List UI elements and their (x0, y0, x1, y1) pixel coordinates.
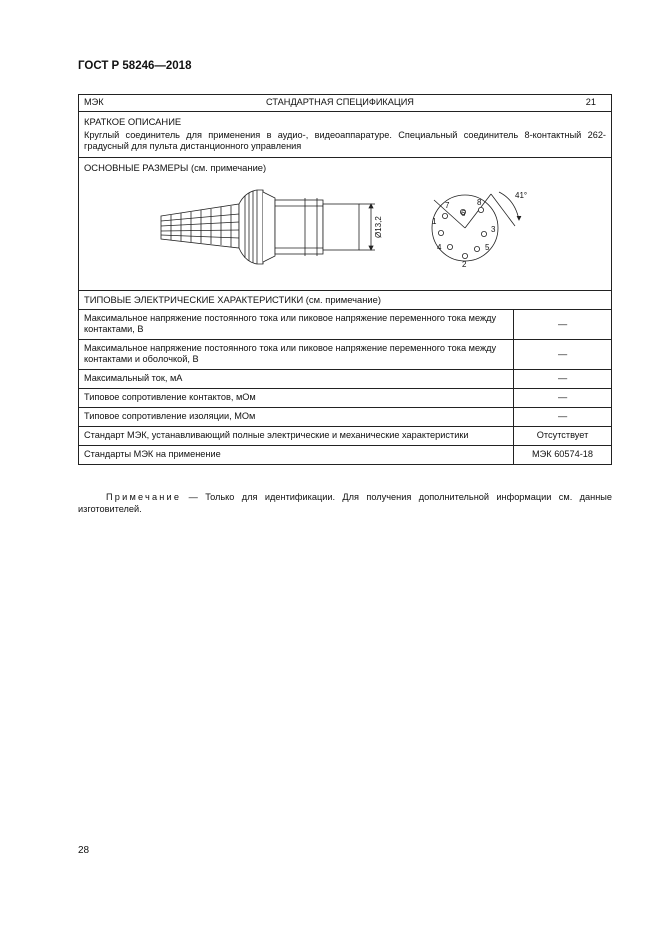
value-cell: Отсутствует (514, 426, 612, 445)
brief-description-text: Круглый соединитель для применения в аудио-, видеоаппаратуре. Специальный соединитель 8-контактный 262-градусный для пульта дистанционного управления (84, 129, 606, 152)
param-cell: Максимальное напряжение постоянного тока или пиковое напряжение переменного тока между контактами, В (79, 309, 514, 339)
connector-drawing (79, 176, 611, 286)
electrical-title-row (79, 290, 612, 309)
pin-label-8: 8 (477, 197, 482, 207)
dimensions-row (79, 157, 612, 290)
spec-table (78, 94, 612, 465)
value-cell: — (514, 407, 612, 426)
pin-label-6: 6 (461, 208, 466, 218)
pin-label-4: 4 (437, 242, 442, 252)
table-row (79, 445, 612, 464)
table-row (79, 388, 612, 407)
table-row (79, 426, 612, 445)
param-cell: Максимальное напряжение постоянного тока или пиковое напряжение переменного тока между контактами и оболочкой, В (79, 339, 514, 369)
brief-description-row (79, 112, 612, 158)
pin-label-1: 1 (432, 216, 437, 226)
param-cell: Типовое сопротивление контактов, мОм (79, 388, 514, 407)
table-row (79, 369, 612, 388)
param-cell: Максимальный ток, мА (79, 369, 514, 388)
param-cell: Стандарты МЭК на применение (79, 445, 514, 464)
electrical-title: ТИПОВЫЕ ЭЛЕКТРИЧЕСКИЕ ХАРАКТЕРИСТИКИ (см. примечание) (84, 293, 381, 305)
value-cell: МЭК 60574-18 (514, 445, 612, 464)
document-id: ГОСТ Р 58246—2018 (78, 60, 192, 72)
value-cell: — (514, 388, 612, 407)
param-cell: Типовое сопротивление изоляции, МОм (79, 407, 514, 426)
pin-label-7: 7 (445, 200, 450, 210)
table-row (79, 339, 612, 369)
dimensions-title: ОСНОВНЫЕ РАЗМЕРЫ (см. примечание) (84, 161, 267, 173)
value-cell: — (514, 369, 612, 388)
value-cell: — (514, 309, 612, 339)
pin-label-5: 5 (485, 242, 490, 252)
note-text: — Только для идентификации. Для получения дополнительной информации см. данные изготовителей. (78, 492, 612, 515)
diameter-label: Ø13,2 (374, 215, 383, 238)
spec-org: МЭК (84, 97, 104, 108)
brief-description-title: КРАТКОЕ ОПИСАНИЕ (84, 116, 182, 127)
spec-header-row (79, 95, 612, 112)
angle-label: 41° (515, 190, 528, 200)
table-note (78, 491, 612, 516)
table-row (79, 407, 612, 426)
page-number: 28 (78, 845, 90, 856)
pin-label-2: 2 (462, 259, 467, 269)
spec-title: СТАНДАРТНАЯ СПЕЦИФИКАЦИЯ (266, 97, 414, 108)
spec-number: 21 (585, 97, 596, 108)
param-cell: Стандарт МЭК, устанавливающий полные электрические и механические характеристики (79, 426, 514, 445)
pin-label-3: 3 (491, 224, 496, 234)
table-row (79, 309, 612, 339)
value-cell: — (514, 339, 612, 369)
connector-side-view (161, 190, 375, 264)
note-label: Примечание (106, 492, 182, 502)
